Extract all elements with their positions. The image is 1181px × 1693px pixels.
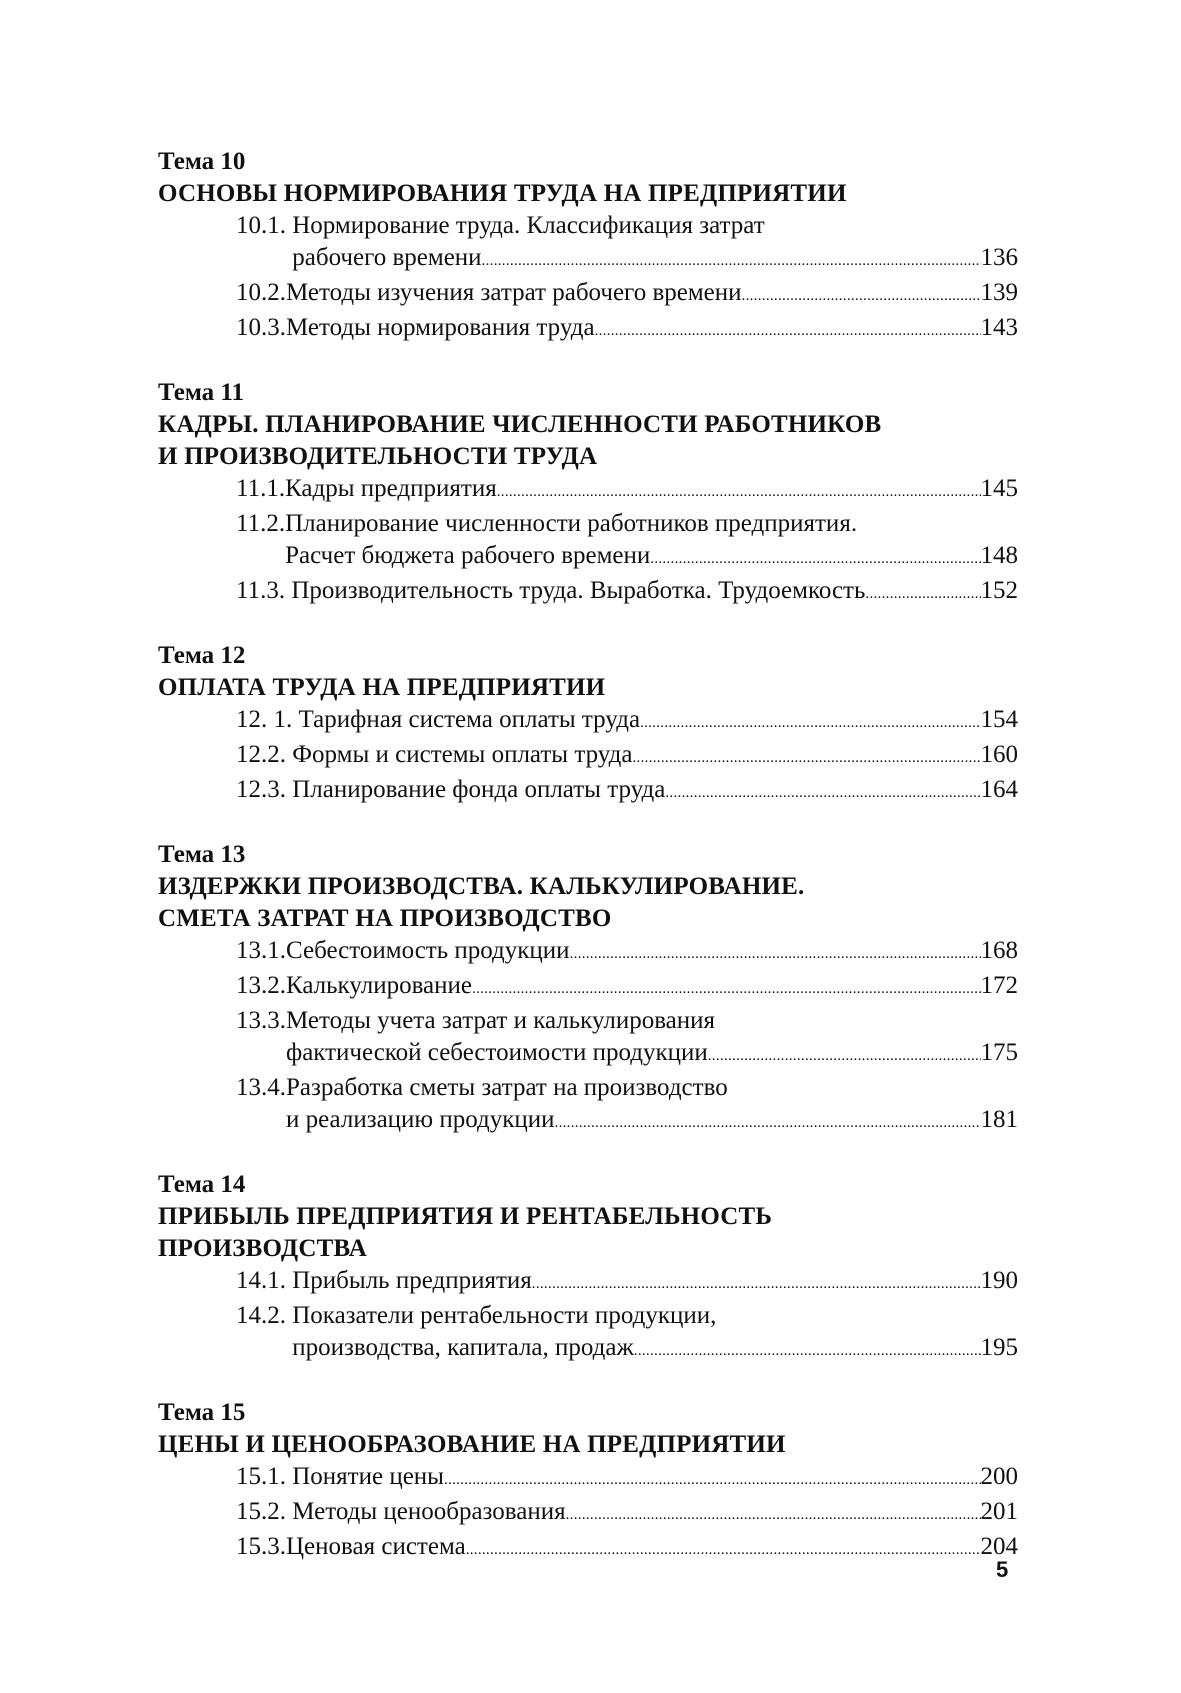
toc-entry[interactable] [158, 1531, 1018, 1566]
toc-entry[interactable] [158, 774, 1018, 809]
entry-title: Формы и системы оплаты труда [292, 741, 633, 768]
page-number: 5 [996, 1557, 1009, 1582]
entry-title: Калькулирование [286, 972, 473, 999]
toc-topic [158, 1169, 1018, 1367]
topic-title-line: ОПЛАТА ТРУДА НА ПРЕДПРИЯТИИ [158, 674, 606, 701]
entry-page: 154 [980, 706, 1018, 733]
topic-title-line: ИЗДЕРЖКИ ПРОИЗВОДСТВА. КАЛЬКУЛИРОВАНИЕ. [158, 873, 805, 900]
dot-leader [595, 312, 981, 347]
toc-entry[interactable] [158, 1300, 1018, 1367]
entry-page: 148 [980, 542, 1018, 569]
entry-title: рабочего времени [292, 244, 482, 271]
dot-leader [865, 575, 980, 610]
entry-number: 11.3. [236, 577, 292, 604]
entry-page: 160 [980, 741, 1018, 768]
dot-leader [532, 1265, 981, 1300]
topic-title-line: ПРИБЫЛЬ ПРЕДПРИЯТИЯ И РЕНТАБЕЛЬНОСТЬ [158, 1203, 773, 1230]
entry-title: Методы изучения затрат рабочего времени [286, 279, 742, 306]
entry-number: 11.2. [236, 510, 286, 537]
toc-entry[interactable] [158, 277, 1018, 312]
entry-page: 195 [980, 1334, 1018, 1361]
dot-leader [497, 473, 981, 508]
topic-title-line: ЦЕНЫ И ЦЕНООБРАЗОВАНИЕ НА ПРЕДПРИЯТИИ [158, 1431, 786, 1458]
entry-title: Методы нормирования труда [286, 314, 595, 341]
dot-leader [742, 277, 981, 312]
topic-label: Тема 15 [158, 1399, 246, 1426]
dot-leader [444, 1461, 981, 1496]
topic-label: Тема 11 [158, 379, 245, 406]
toc-entry[interactable] [158, 473, 1018, 508]
toc-entry[interactable] [158, 575, 1018, 610]
toc-topic [158, 839, 1018, 1139]
entry-title: Методы ценообразования [292, 1498, 566, 1525]
dot-leader [650, 540, 980, 575]
entry-number: 12. 1. [236, 706, 299, 733]
entry-number: 12.3. [236, 776, 293, 803]
entry-number: 14.2. [236, 1302, 293, 1329]
toc-entry[interactable] [158, 210, 1018, 277]
entry-number: 12.2. [236, 741, 293, 768]
dot-leader [466, 1531, 981, 1566]
entry-page: 168 [980, 937, 1018, 964]
dot-leader [634, 1332, 981, 1367]
entry-number: 13.2. [236, 972, 286, 999]
entry-number: 15.3. [236, 1533, 286, 1560]
toc-entry[interactable] [158, 1005, 1018, 1072]
entry-page: 145 [980, 475, 1018, 502]
entry-number: 13.4. [236, 1074, 286, 1101]
toc-entry[interactable] [158, 508, 1018, 575]
toc-entry[interactable] [158, 1265, 1018, 1300]
entry-number: 11.1. [236, 475, 286, 502]
dot-leader [708, 1037, 981, 1072]
entry-page: 190 [980, 1267, 1018, 1294]
toc-entry[interactable] [158, 970, 1018, 1005]
entry-page: 172 [980, 972, 1018, 999]
topic-title-line: ОСНОВЫ НОРМИРОВАНИЯ ТРУДА НА ПРЕДПРИЯТИИ [158, 180, 847, 207]
dot-leader [482, 242, 981, 277]
topic-title-line: ПРОИЗВОДСТВА [158, 1235, 368, 1262]
entry-page: 200 [980, 1463, 1018, 1490]
toc-topic [158, 1397, 1018, 1566]
entry-page: 164 [980, 776, 1018, 803]
dot-leader [566, 1496, 981, 1531]
entry-page: 204 [980, 1533, 1018, 1560]
entry-title: Методы учета затрат и калькулирования [286, 1007, 716, 1034]
topic-label: Тема 13 [158, 841, 246, 868]
entry-number: 14.1. [236, 1267, 293, 1294]
entry-page: 181 [980, 1106, 1018, 1133]
topic-label: Тема 10 [158, 148, 246, 175]
entry-title: Себестоимость продукции [286, 937, 570, 964]
entry-title: Планирование численности работников предприятия. [285, 510, 858, 537]
entry-title: Разработка сметы затрат на производство [286, 1074, 728, 1101]
toc-entry[interactable] [158, 704, 1018, 739]
dot-leader [555, 1104, 981, 1139]
toc-topic [158, 377, 1018, 610]
entry-page: 139 [980, 279, 1018, 306]
entry-title: фактической себестоимости продукции [286, 1039, 708, 1066]
topic-title-line: И ПРОИЗВОДИТЕЛЬНОСТИ ТРУДА [158, 443, 598, 470]
toc-entry[interactable] [158, 739, 1018, 774]
entry-title: Нормирование труда. Классификация затрат [292, 212, 765, 239]
topic-title-line: КАДРЫ. ПЛАНИРОВАНИЕ ЧИСЛЕННОСТИ РАБОТНИКОВ [158, 411, 882, 438]
entry-title: Понятие цены [292, 1463, 444, 1490]
dot-leader [665, 774, 980, 809]
entry-number: 13.3. [236, 1007, 286, 1034]
entry-number: 15.1. [236, 1463, 293, 1490]
toc-entry[interactable] [158, 1496, 1018, 1531]
entry-title: Производительность труда. Выработка. Трудоемкость [291, 577, 866, 604]
toc-entry[interactable] [158, 935, 1018, 970]
entry-title: и реализацию продукции [286, 1106, 555, 1133]
dot-leader [640, 704, 980, 739]
toc-entry[interactable] [158, 1461, 1018, 1496]
entry-page: 143 [980, 314, 1018, 341]
entry-number: 15.2. [236, 1498, 293, 1525]
entry-number: 13.1. [236, 937, 286, 964]
toc-topic [158, 146, 1018, 347]
entry-page: 136 [980, 244, 1018, 271]
toc-entry[interactable] [158, 1072, 1018, 1139]
entry-page: 175 [980, 1039, 1018, 1066]
entry-number: 10.2. [236, 279, 286, 306]
entry-title: Прибыль предприятия [292, 1267, 532, 1294]
entry-title: Планирование фонда оплаты труда [292, 776, 666, 803]
dot-leader [570, 935, 981, 970]
dot-leader [633, 739, 981, 774]
topic-label: Тема 12 [158, 642, 246, 669]
entry-title: Ценовая система [286, 1533, 466, 1560]
toc-entry[interactable] [158, 312, 1018, 347]
entry-number: 10.3. [236, 314, 286, 341]
entry-page: 152 [980, 577, 1018, 604]
entry-title: производства, капитала, продаж [292, 1334, 634, 1361]
toc-topic [158, 640, 1018, 809]
table-of-contents [158, 146, 1018, 1596]
topic-label: Тема 14 [158, 1171, 246, 1198]
entry-page: 201 [980, 1498, 1018, 1525]
topic-title-line: СМЕТА ЗАТРАТ НА ПРОИЗВОДСТВО [158, 905, 612, 932]
entry-title: Кадры предприятия [285, 475, 497, 502]
entry-title: Расчет бюджета рабочего времени [285, 542, 651, 569]
entry-title: Показатели рентабельности продукции, [292, 1302, 717, 1329]
entry-title: Тарифная система оплаты труда [298, 706, 641, 733]
dot-leader [472, 970, 980, 1005]
entry-number: 10.1. [236, 212, 293, 239]
